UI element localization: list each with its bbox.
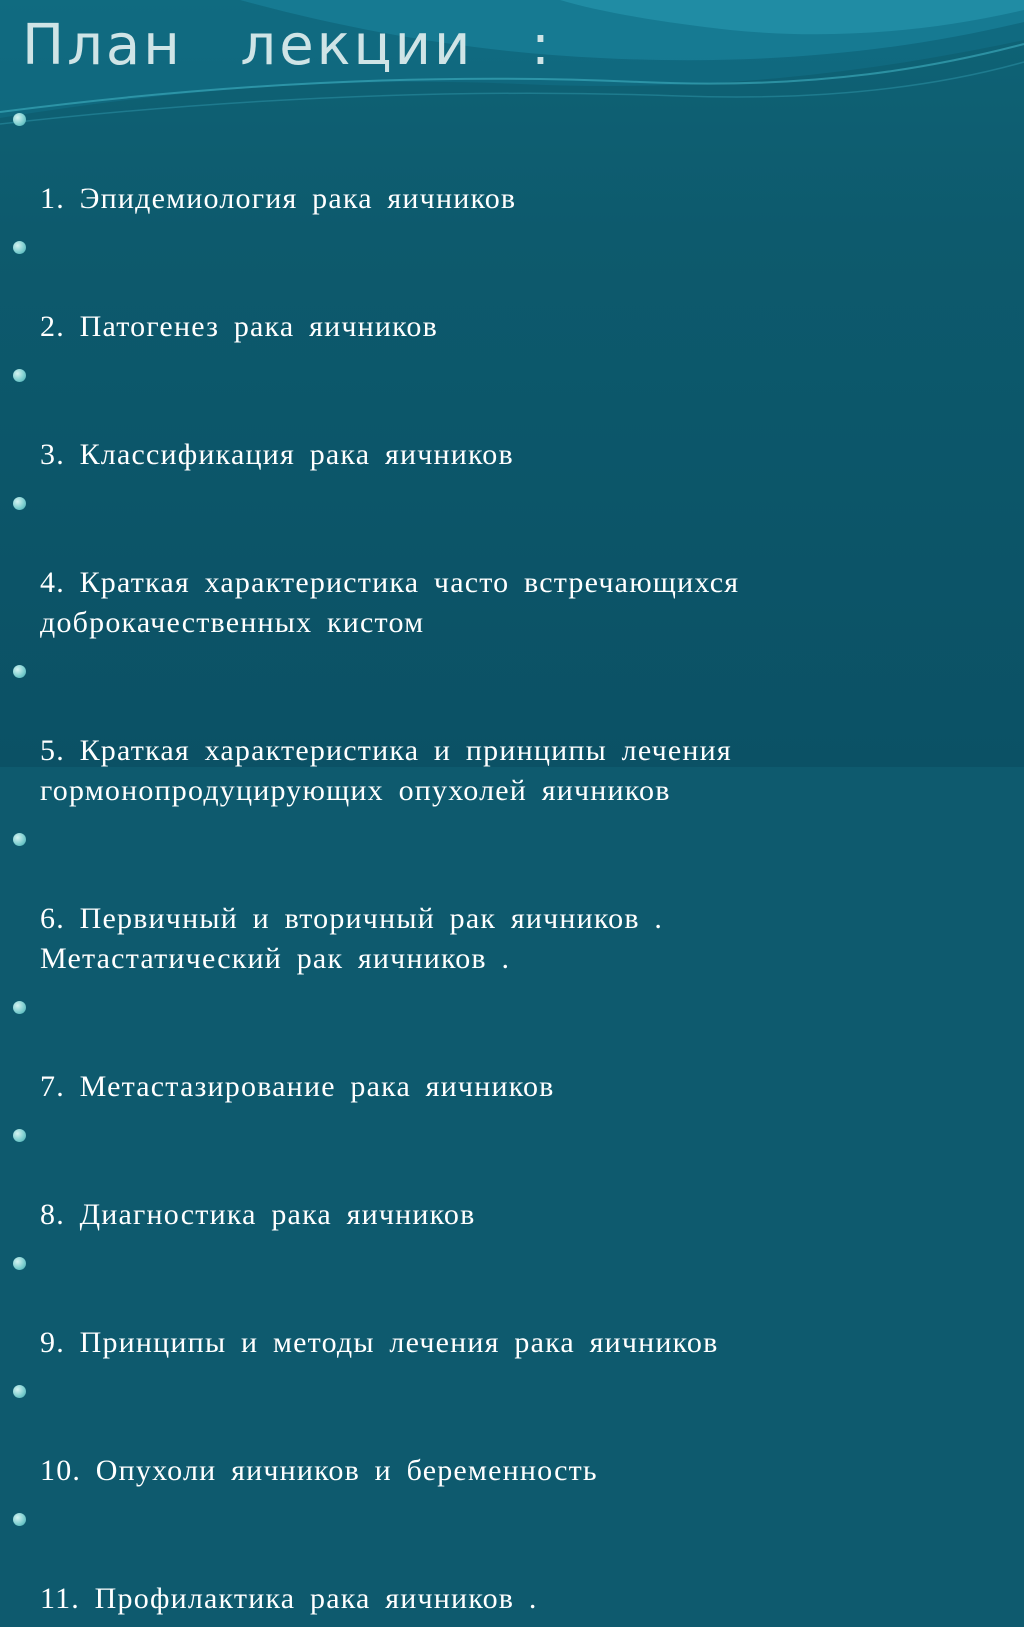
- bullet-icon: [13, 113, 26, 126]
- list-item-text: 11. Профилактика рака яичников .: [40, 1582, 538, 1615]
- list-item: [0, 987, 1024, 1107]
- list-item: [0, 819, 1024, 979]
- list-item-text: 9. Принципы и методы лечения рака яичников: [40, 1326, 719, 1359]
- list-item-text: 10. Опухоли яичников и беременность: [40, 1454, 598, 1487]
- list-item: [0, 99, 1024, 219]
- bullet-icon: [13, 1385, 26, 1398]
- bullet-icon: [13, 665, 26, 678]
- bullet-icon: [13, 1001, 26, 1014]
- list-item-text: 1. Эпидемиология рака яичников: [40, 182, 517, 215]
- list-item: [0, 1371, 1024, 1491]
- list-item: [0, 651, 1024, 811]
- list-item: [0, 1499, 1024, 1619]
- bullet-icon: [13, 833, 26, 846]
- bullet-icon: [13, 1129, 26, 1142]
- bullet-icon: [13, 241, 26, 254]
- list-item: [0, 1115, 1024, 1235]
- list-item-text: 5. Краткая характеристика и принципы лечения гормонопродуцирующих опухолей яичников: [40, 734, 732, 807]
- bullet-icon: [13, 1257, 26, 1270]
- list-item: [0, 483, 1024, 643]
- list-item-text: 6. Первичный и вторичный рак яичников . Метастатический рак яичников .: [40, 902, 664, 975]
- list-item-text: 4. Краткая характеристика часто встречающихся доброкачественных кистом: [40, 566, 740, 639]
- bullet-icon: [13, 1513, 26, 1526]
- list-item-text: 3. Классификация рака яичников: [40, 438, 514, 471]
- list-item-text: 8. Диагностика рака яичников: [40, 1198, 476, 1231]
- list-item-text: 7. Метастазирование рака яичников: [40, 1070, 555, 1103]
- bullet-icon: [13, 497, 26, 510]
- list-item: [0, 1243, 1024, 1363]
- slide-title: План лекции :: [22, 13, 553, 78]
- bullet-icon: [13, 369, 26, 382]
- list-item-text: 2. Патогенез рака яичников: [40, 310, 438, 343]
- list-item: [0, 355, 1024, 475]
- lecture-plan-list: [0, 99, 1024, 1627]
- list-item: [0, 227, 1024, 347]
